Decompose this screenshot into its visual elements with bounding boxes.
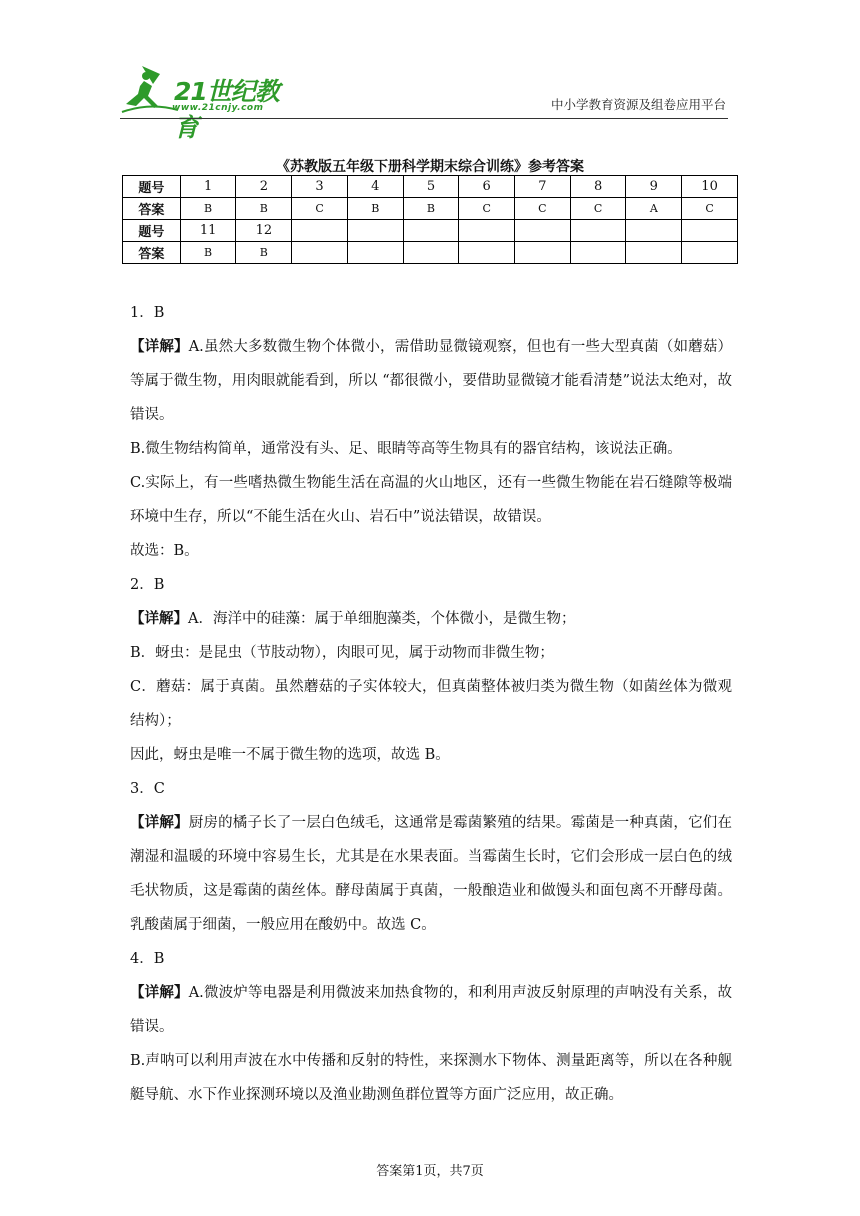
paragraph-text: B．蚜虫：是昆虫（节肢动物），肉眼可见，属于动物而非微生物； [130, 645, 554, 661]
header-divider [120, 118, 728, 119]
logo-text: 21世纪教育 [174, 77, 279, 142]
paragraph-text: B.声呐可以利用声波在水中传播和反射的特性，来探测水下物体、测量距离等，所以在各种舰艇导航、水下作业探测环境以及渔业勘测鱼群位置等方面广泛应用，故正确。 [130, 1053, 732, 1103]
row-header: 题号 [123, 220, 181, 242]
table-cell: C [459, 198, 515, 220]
table-cell: 2 [236, 176, 292, 198]
paragraph-text: A.微波炉等电器是利用微波来加热食物的，和利用声波反射原理的声呐没有关系，故错误。 [130, 985, 733, 1035]
explanation-paragraph [130, 466, 732, 534]
platform-name: 中小学教育资源及组卷应用平台 [550, 97, 726, 112]
row-header: 答案 [123, 242, 181, 264]
question-number-row [123, 220, 738, 242]
table-cell: C [570, 198, 626, 220]
table-cell: B [236, 242, 292, 264]
row-header: 题号 [123, 176, 181, 198]
table-cell: 12 [236, 220, 292, 242]
explanation-paragraph [130, 976, 732, 1044]
paragraph-text: 厨房的橘子长了一层白色绒毛，这通常是霉菌繁殖的结果。霉菌是一种真菌，它们在潮湿和温暖的环境中容易生长，尤其是在水果表面。当霉菌生长时，它们会形成一层白色的绒毛状物质，这是霉菌的菌丝体。酵母菌属于真菌，一般酿造业和做馒头和面包离不开酵母菌。乳酸菌属于细菌，一般应用在酸奶中。故选 C。 [130, 815, 732, 933]
table-cell [570, 220, 626, 242]
logo-url: www.21cnjy.com [172, 103, 264, 113]
table-cell [459, 242, 515, 264]
runner-icon [120, 62, 180, 116]
explanation-paragraph [130, 738, 732, 772]
table-cell [682, 242, 738, 264]
explanation-paragraph [130, 670, 732, 738]
table-cell: 10 [682, 176, 738, 198]
paragraph-text: A.虽然大多数微生物个体微小，需借助显微镜观察，但也有一些大型真菌（如蘑菇）等属于微生物，用肉眼就能看到，所以 “都很微小，要借助显微镜才能看清楚”说法太绝对，故错误。 [130, 339, 733, 423]
explanation-paragraph [130, 602, 732, 636]
answer-row [123, 242, 738, 264]
table-cell [292, 242, 348, 264]
table-cell [459, 220, 515, 242]
table-cell: 9 [626, 176, 682, 198]
answer-table [122, 175, 738, 264]
table-cell: B [236, 198, 292, 220]
table-cell: 6 [459, 176, 515, 198]
table-cell [682, 220, 738, 242]
table-cell [515, 220, 571, 242]
explanation-paragraph [130, 330, 732, 432]
page-header [120, 62, 728, 142]
table-cell: B [347, 198, 403, 220]
paragraph-text: 故选：B。 [130, 543, 199, 559]
table-cell: C [292, 198, 348, 220]
answer-row [123, 198, 738, 220]
table-cell [626, 220, 682, 242]
table-cell: 8 [570, 176, 626, 198]
question-answer-heading: 1．B [130, 305, 165, 321]
table-cell [403, 220, 459, 242]
detail-label: 【详解】 [130, 984, 189, 1001]
table-cell [347, 220, 403, 242]
table-cell [403, 242, 459, 264]
paragraph-text: C.实际上，有一些嗜热微生物能生活在高温的火山地区，还有一些微生物能在岩石缝隙等极端环境中生存，所以“不能生活在火山、岩石中”说法错误，故错误。 [130, 475, 732, 525]
table-cell: A [626, 198, 682, 220]
table-cell: 7 [515, 176, 571, 198]
paragraph-text: C．蘑菇：属于真菌。虽然蘑菇的子实体较大，但真菌整体被归类为微生物（如菌丝体为微观结构）； [130, 679, 732, 729]
table-cell: B [403, 198, 459, 220]
table-cell: 5 [403, 176, 459, 198]
table-cell [515, 242, 571, 264]
table-cell [292, 220, 348, 242]
table-cell [347, 242, 403, 264]
detail-label: 【详解】 [130, 610, 188, 627]
explanation-paragraph [130, 806, 732, 942]
table-cell [570, 242, 626, 264]
table-cell: 4 [347, 176, 403, 198]
document-title: 《苏教版五年级下册科学期末综合训练》参考答案 [276, 159, 584, 175]
table-cell: C [515, 198, 571, 220]
table-cell: 3 [292, 176, 348, 198]
table-cell: B [180, 242, 236, 264]
table-cell: 11 [180, 220, 236, 242]
logo [120, 62, 295, 142]
page-footer: 答案第1页，共7页 [376, 1164, 484, 1179]
question-answer-heading: 3．C [130, 781, 165, 797]
question-answer-heading: 2．B [130, 577, 165, 593]
explanation-paragraph [130, 636, 732, 670]
table-cell: B [180, 198, 236, 220]
table-cell: 1 [180, 176, 236, 198]
explanation-paragraph [130, 534, 732, 568]
paragraph-text: 因此，蚜虫是唯一不属于微生物的选项，故选 B。 [130, 747, 450, 763]
explanation-paragraph [130, 1044, 732, 1112]
detail-label: 【详解】 [130, 338, 189, 355]
paragraph-text: B.微生物结构简单，通常没有头、足、眼睛等高等生物具有的器官结构，该说法正确。 [130, 441, 682, 457]
row-header: 答案 [123, 198, 181, 220]
detail-label: 【详解】 [130, 814, 189, 831]
answer-details [130, 296, 732, 1112]
question-answer-heading: 4．B [130, 951, 165, 967]
paragraph-text: A．海洋中的硅藻：属于单细胞藻类，个体微小，是微生物； [188, 611, 576, 627]
explanation-paragraph [130, 432, 732, 466]
table-cell [626, 242, 682, 264]
question-number-row [123, 176, 738, 198]
table-cell: C [682, 198, 738, 220]
